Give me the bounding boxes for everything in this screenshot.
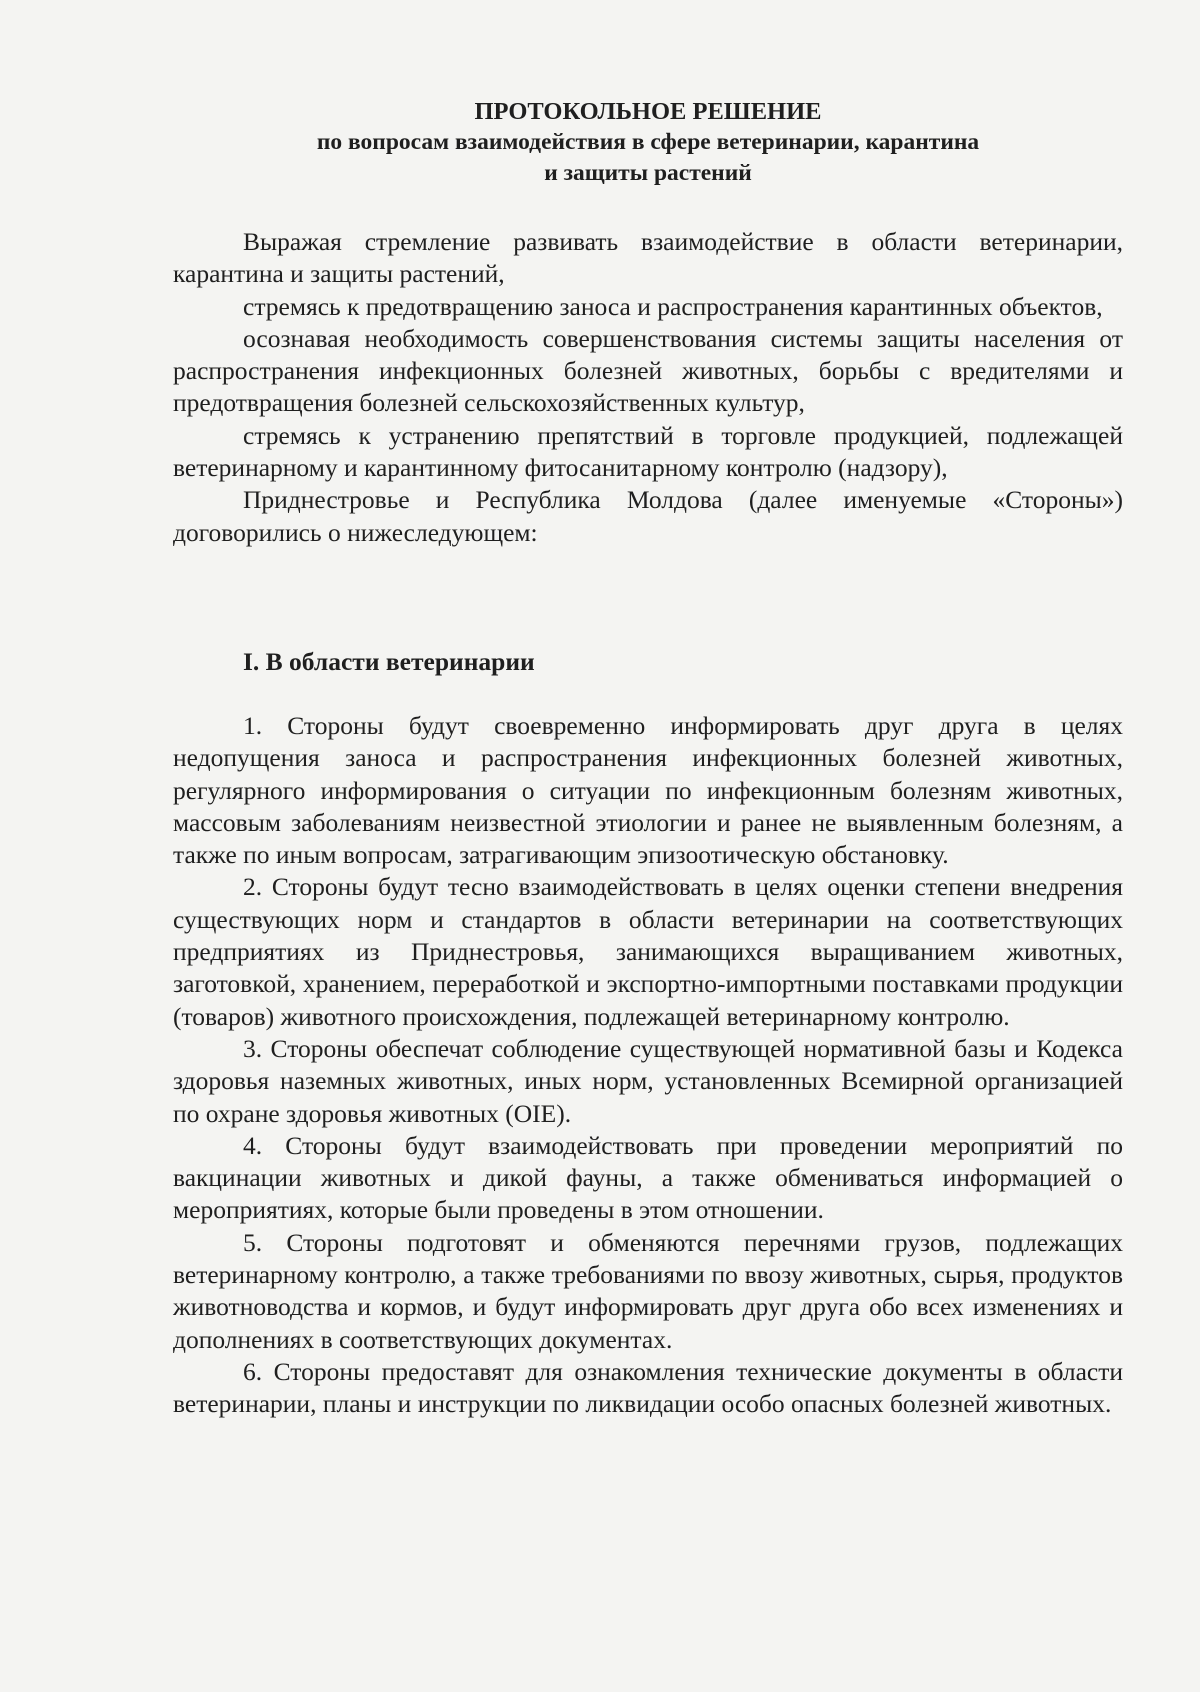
section-item: 2. Стороны будут тесно взаимодействовать в целях оценки степени внедрения существующих норм и стандартов в области ветеринарии на соответствующих предприятиях из Приднестровья, занимающихся выращиванием животных, заготовкой, хранением, переработкой и экспортно-импортными поставками продукции (товаров) животного происхождения, подлежащей ветеринарному контролю.	[173, 872, 1123, 1031]
document-title: ПРОТОКОЛЬНОЕ РЕШЕНИЕ	[474, 98, 822, 125]
preamble-paragraph: стремясь к устранению препятствий в торговле продукцией, подлежащей ветеринарному и карантинному фитосанитарному контролю (надзору),	[173, 420, 1123, 483]
section-item: 6. Стороны предоставят для ознакомления технические документы в области ветеринарии, планы и инструкции по ликвидации особо опасных болезней животных.	[173, 1356, 1123, 1419]
document-subtitle-line-2: и защиты растений	[544, 160, 752, 186]
preamble-paragraph: Приднестровье и Республика Молдова (далее именуемые «Стороны») договорились о нижеследующем:	[173, 485, 1123, 547]
section-item: 4. Стороны будут взаимодействовать при проведении мероприятий по вакцинации животных и дикой фауны, а также обмениваться информацией о мероприятиях, которые были проведены в этом отношении.	[173, 1130, 1123, 1225]
preamble-paragraph: стремясь к предотвращению заноса и распространения карантинных объектов,	[243, 291, 1103, 321]
section-items	[173, 710, 1123, 1421]
section-title: I. В области ветеринарии	[243, 647, 535, 676]
section-item: 1. Стороны будут своевременно информировать друг друга в целях недопущения заноса и распространения инфекционных болезней животных, регулярного информирования о ситуации по инфекционным болезням животных, массовым заболеваниям неизвестной этиологии и ранее не выявленным болезням, а также по иным вопросам, затрагивающим эпизоотическую обстановку.	[173, 711, 1123, 870]
section-item: 5. Стороны подготовят и обменяются перечнями грузов, подлежащих ветеринарному контролю, а также требованиями по ввозу животных, сырья, продуктов животноводства и кормов, и будут информировать друг друга обо всех изменениях и дополнениях в соответствующих документах.	[173, 1227, 1123, 1354]
preamble-paragraph: Выражая стремление развивать взаимодействие в области ветеринарии, карантина и защиты растений,	[173, 227, 1123, 289]
document-heading	[0, 96, 1200, 189]
preamble-paragraph: осознавая необходимость совершенствования системы защиты населения от распространения инфекционных болезней животных, борьбы с вредителями и предотвращения болезней сельскохозяйственных культур,	[173, 323, 1123, 418]
preamble	[173, 226, 1123, 549]
section-item: 3. Стороны обеспечат соблюдение существующей нормативной базы и Кодекса здоровья наземных животных, иных норм, установленных Всемирной организацией по охране здоровья животных (OIE).	[173, 1033, 1123, 1128]
document-subtitle-line-1: по вопросам взаимодействия в сфере ветеринарии, карантина	[316, 129, 980, 155]
